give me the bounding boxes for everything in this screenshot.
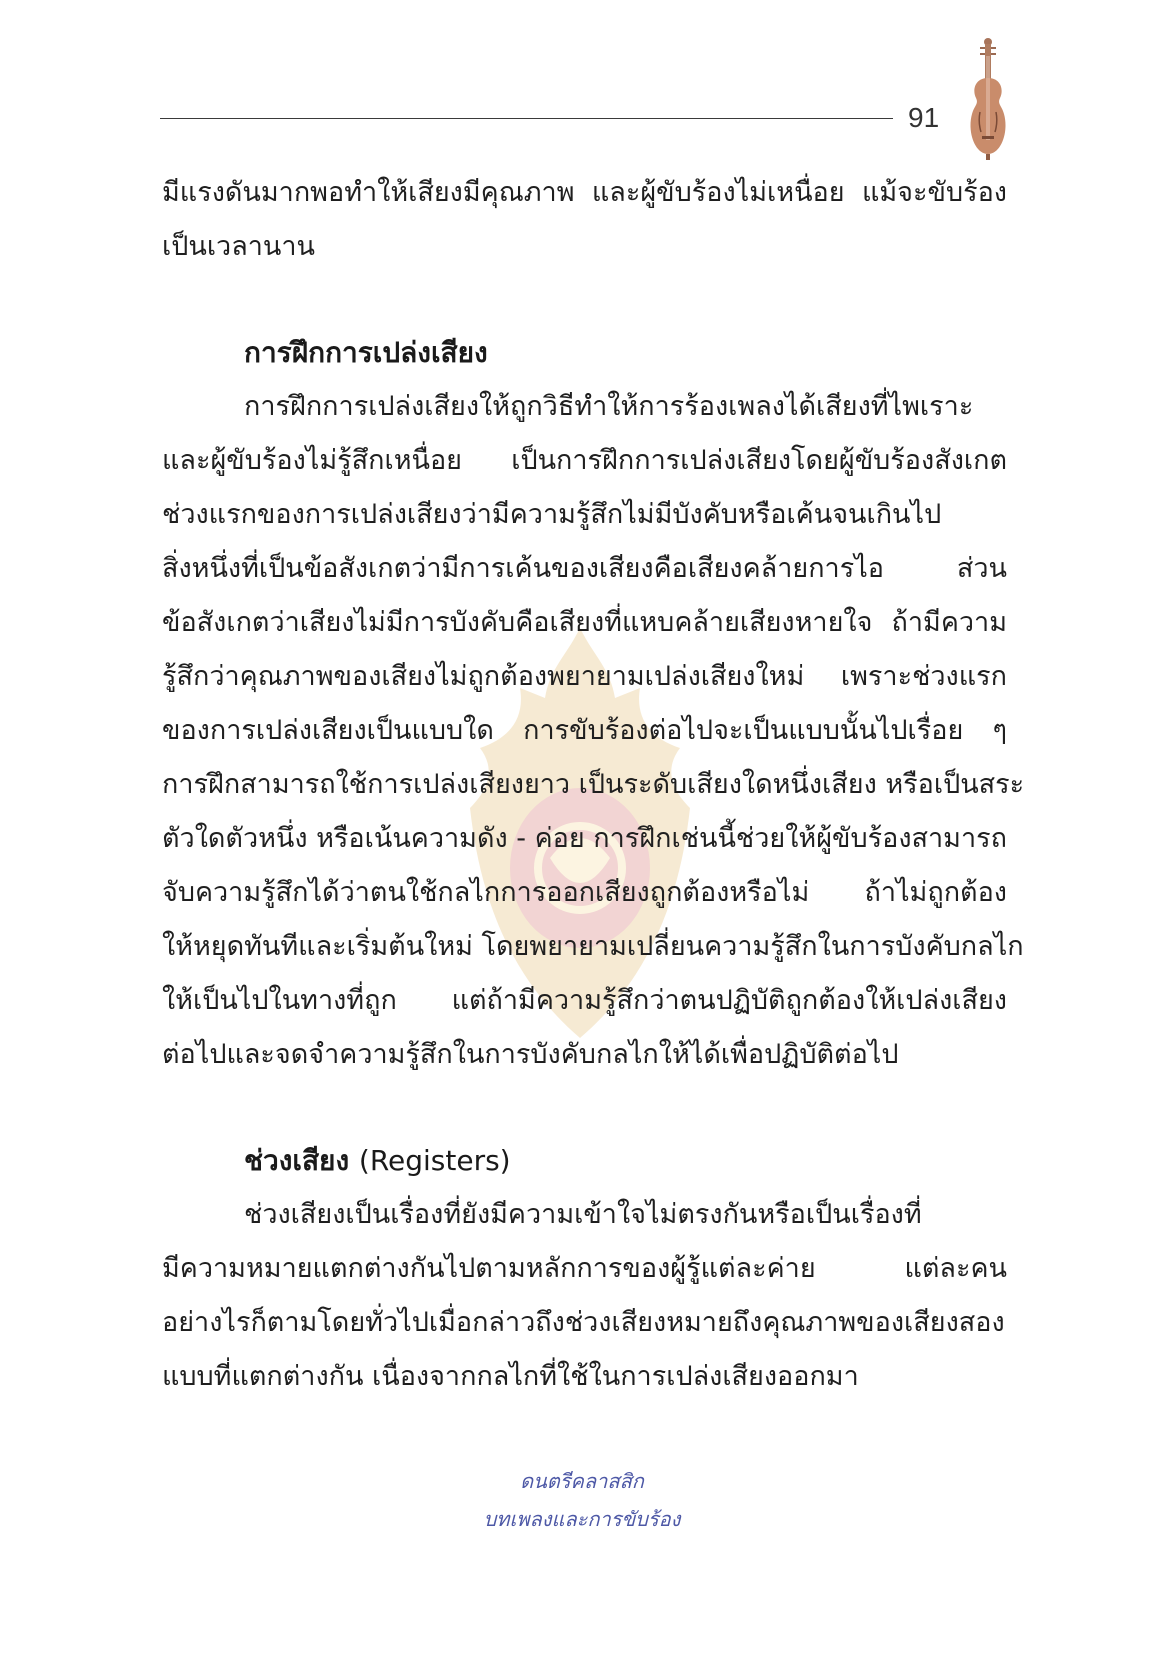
footer-subtitle: บทเพลงและการขับร้อง — [483, 1507, 681, 1531]
violin-icon — [963, 36, 1013, 164]
body-line: ช่วงเสียงเป็นเรื่องที่ยังมีความเข้าใจไม่ตรงกันหรือเป็นเรื่องที่ — [244, 1199, 922, 1230]
page-number: 91 — [908, 102, 940, 133]
body-line: รู้สึกว่าคุณภาพของเสียงไม่ถูกต้องพยายามเปล่งเสียงใหม่ เพราะช่วงแรก — [162, 661, 1007, 692]
body-line: เป็นเวลานาน — [162, 231, 315, 262]
body-line: ให้เป็นไปในทางที่ถูก แต่ถ้ามีความรู้สึกว่าตนปฏิบัติถูกต้องให้เปล่งเสียง — [162, 985, 1007, 1016]
body-line: อย่างไรก็ตามโดยทั่วไปเมื่อกล่าวถึงช่วงเสียงหมายถึงคุณภาพของเสียงสอง — [162, 1307, 1005, 1338]
header-rule — [160, 118, 893, 119]
body-line: การฝึกสามารถใช้การเปล่งเสียงยาว เป็นระดับเสียงใดหนึ่งเสียง หรือเป็นสระ — [162, 769, 1025, 800]
footer-title: ดนตรีคลาสสิก — [520, 1469, 644, 1493]
body-line: สิ่งหนึ่งที่เป็นข้อสังเกตว่ามีการเค้นของเสียงคือเสียงคล้ายการไอ ส่วน — [162, 553, 1007, 584]
section-heading-english: (Registers) — [358, 1144, 511, 1177]
body-line: ข้อสังเกตว่าเสียงไม่มีการบังคับคือเสียงที่แหบคล้ายเสียงหายใจ ถ้ามีความ — [162, 607, 1007, 638]
body-line: ให้หยุดทันทีและเริ่มต้นใหม่ โดยพยายามเปลี่ยนความรู้สึกในการบังคับกลไก — [162, 931, 1024, 962]
body-line: จับความรู้สึกได้ว่าตนใช้กลไกการออกเสียงถูกต้องหรือไม่ ถ้าไม่ถูกต้อง — [162, 877, 1007, 908]
body-line: ตัวใดตัวหนึ่ง หรือเน้นความดัง - ค่อย การฝึกเช่นนี้ช่วยให้ผู้ขับร้องสามารถ — [162, 823, 1007, 854]
section-heading-thai: ช่วงเสียง — [244, 1144, 350, 1177]
body-line: ของการเปล่งเสียงเป็นแบบใด การขับร้องต่อไปจะเป็นแบบนั้นไปเรื่อย ๆ — [162, 715, 1007, 746]
body-line: มีความหมายแตกต่างกันไปตามหลักการของผู้รู้แต่ละค่าย แต่ละคน — [162, 1253, 1007, 1284]
body-line: แบบที่แตกต่างกัน เนื่องจากกลไกที่ใช้ในการเปล่งเสียงออกมา — [162, 1361, 859, 1392]
body-line: และผู้ขับร้องไม่รู้สึกเหนื่อย เป็นการฝึกการเปล่งเสียงโดยผู้ขับร้องสังเกต — [162, 445, 1007, 476]
body-line: มีแรงดันมากพอทำให้เสียงมีคุณภาพ และผู้ขับร้องไม่เหนื่อย แม้จะขับร้อง — [162, 177, 1007, 208]
body-line: ช่วงแรกของการเปล่งเสียงว่ามีความรู้สึกไม่มีบังคับหรือเค้นจนเกินไป — [162, 499, 942, 530]
section-heading — [244, 1141, 511, 1181]
body-line: การฝึกการเปล่งเสียงให้ถูกวิธีทำให้การร้องเพลงได้เสียงที่ไพเราะ — [244, 391, 974, 422]
section-heading: การฝึกการเปล่งเสียง — [244, 336, 488, 369]
body-line: ต่อไปและจดจำความรู้สึกในการบังคับกลไกให้ได้เพื่อปฏิบัติต่อไป — [162, 1039, 899, 1070]
